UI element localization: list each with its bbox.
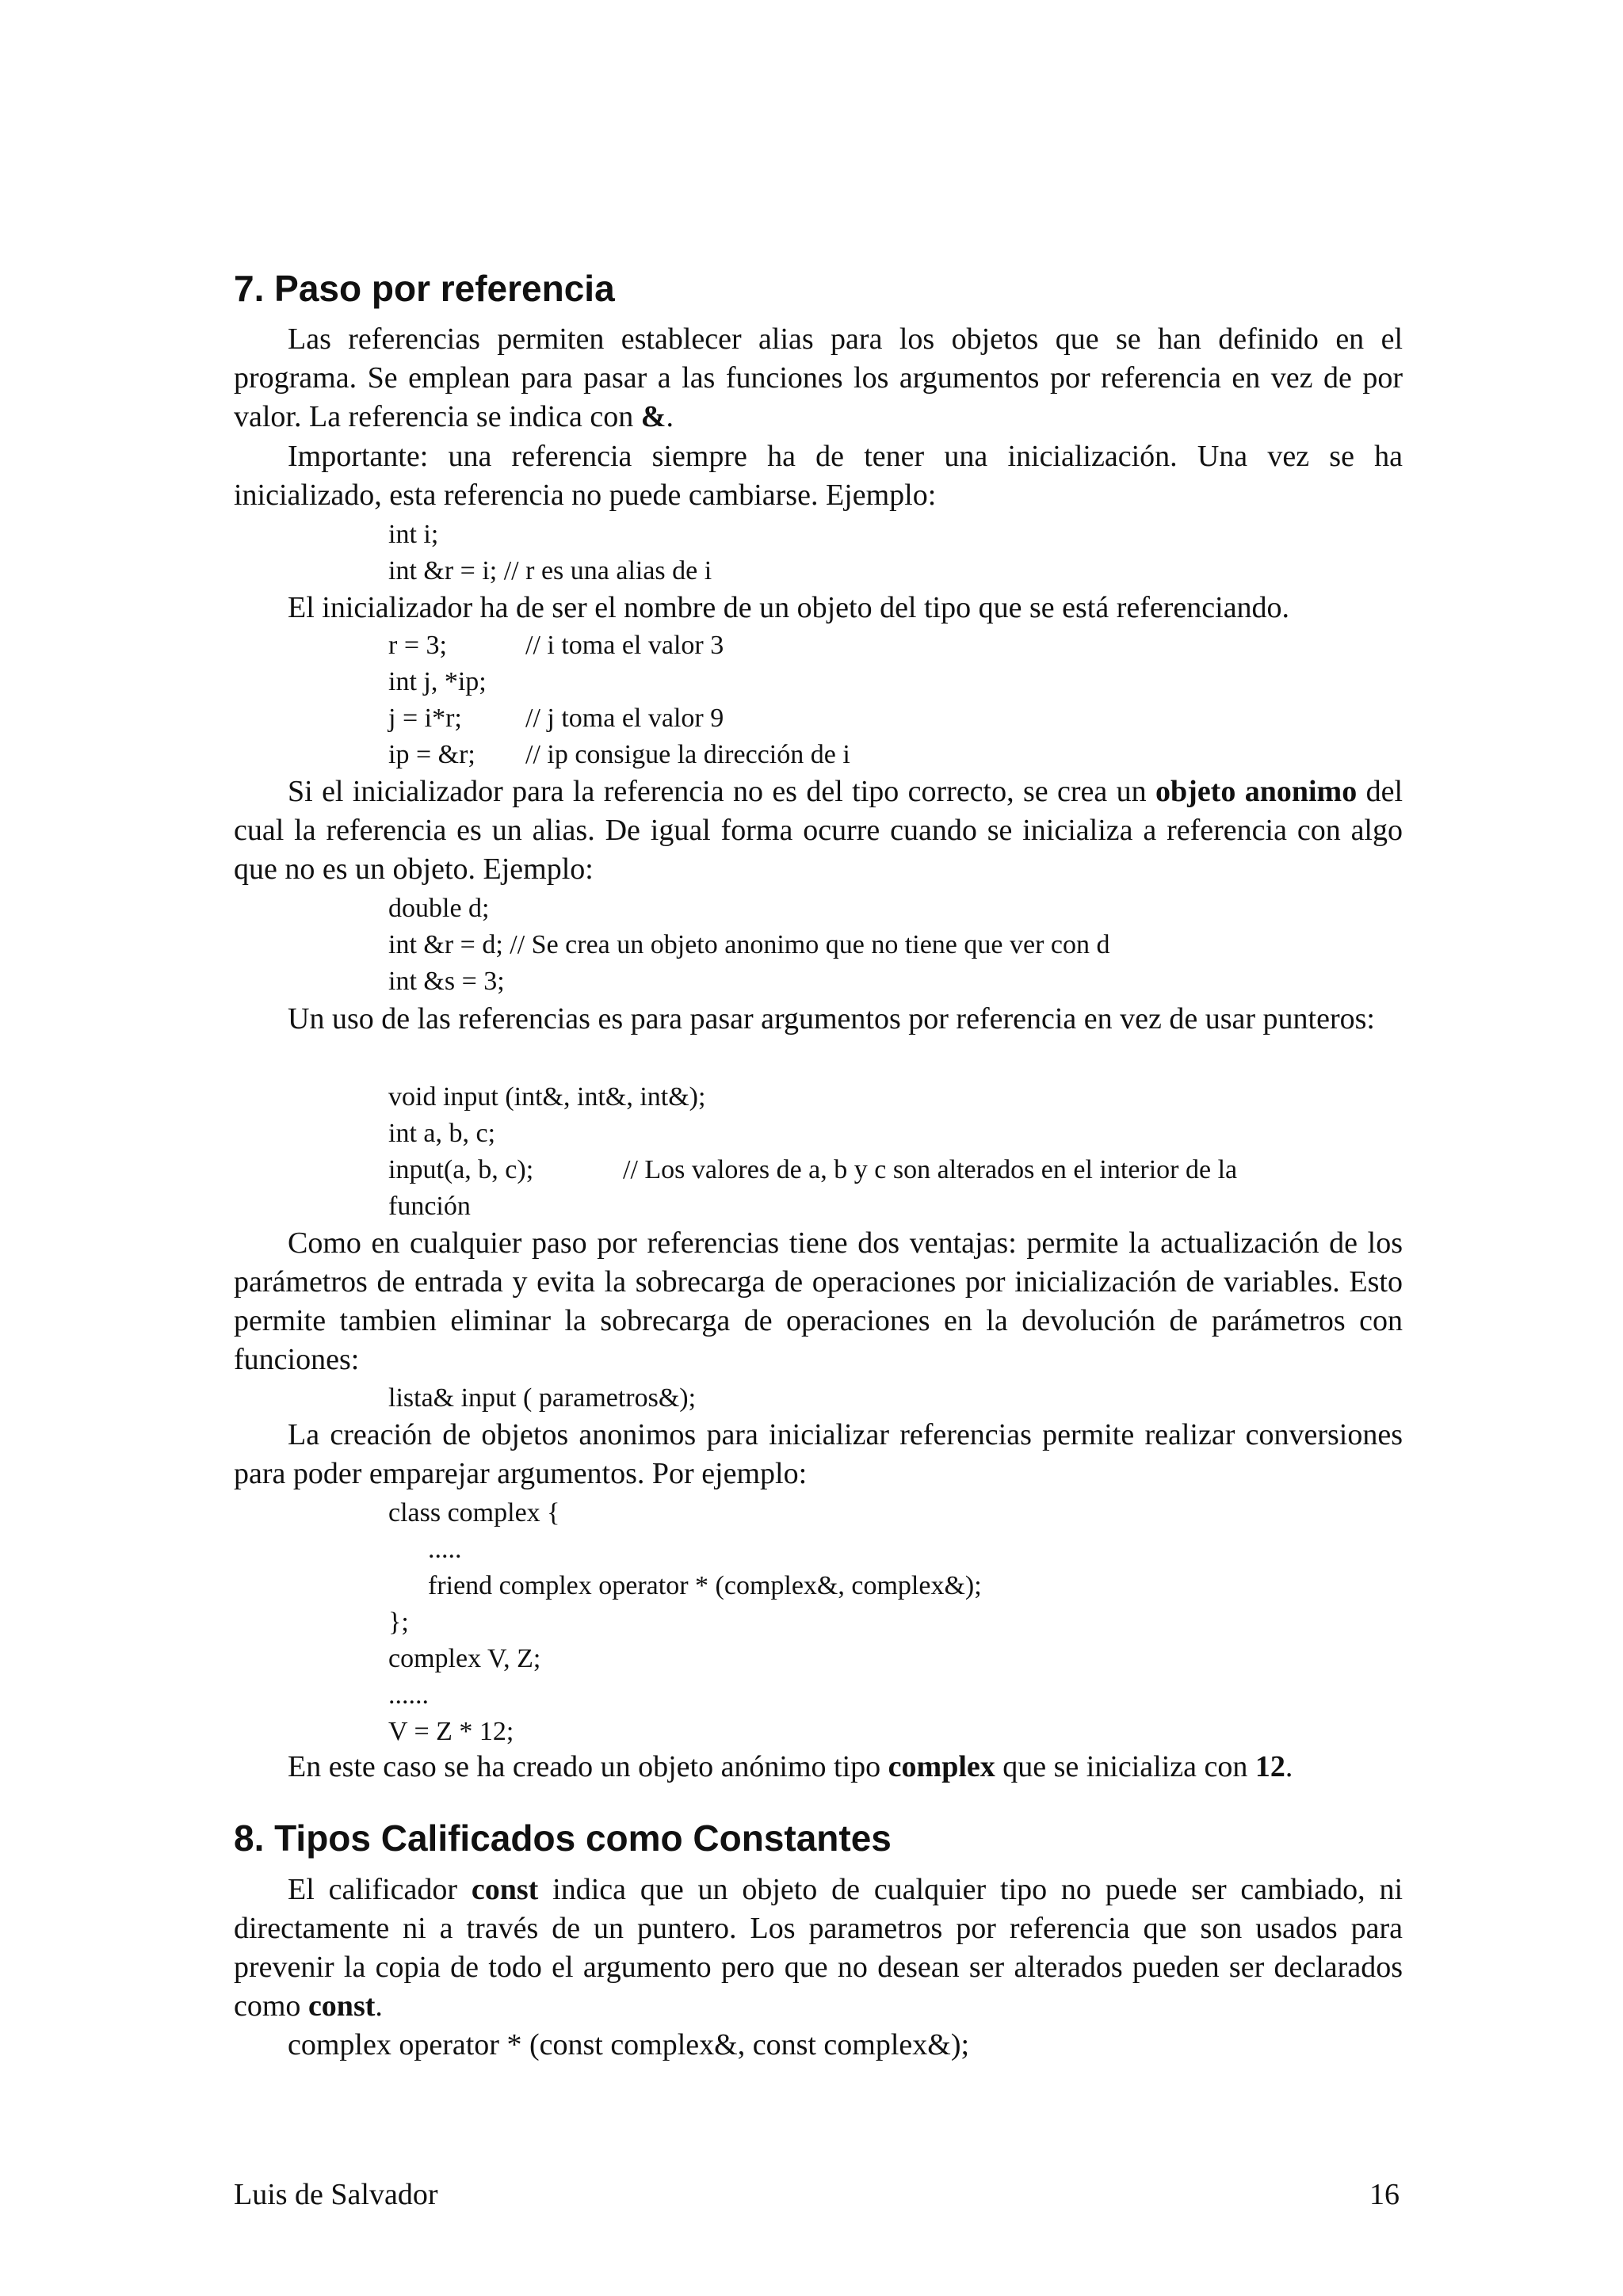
section-7-heading: 7. Paso por referencia bbox=[234, 268, 615, 309]
s8-paragraph-1: El calificador const indica que un objeto de cualquier tipo no puede ser cambiado, ni directamente ni a través de un puntero. Los parametros por referencia que son usados para prevenir la copia de todo el argumento pero que no desean ser alterados pueden ser declarados como const. bbox=[234, 1873, 1403, 2023]
code-line: ...... bbox=[388, 1680, 429, 1710]
s8-code-line: complex operator * (const complex&, const complex&); bbox=[288, 2028, 970, 2061]
code-line: int &r = d; // Se crea un objeto anonimo que no tiene que ver con d bbox=[388, 930, 1110, 959]
code-line: int &r = i; // r es una alias de i bbox=[388, 556, 712, 585]
code-line: ..... bbox=[428, 1535, 462, 1564]
code-line: friend complex operator * (complex&, complex&); bbox=[428, 1571, 982, 1600]
section-8-heading: 8. Tipos Calificados como Constantes bbox=[234, 1817, 892, 1859]
code-line: }; bbox=[388, 1608, 409, 1637]
s7-paragraph-5: Un uso de las referencias es para pasar argumentos por referencia en vez de usar punteros: bbox=[288, 1002, 1375, 1035]
code-line: complex V, Z; bbox=[388, 1644, 541, 1673]
ampersand-bold: & bbox=[640, 400, 666, 433]
code-line: int j, *ip; bbox=[388, 667, 487, 696]
s7-paragraph-8: En este caso se ha creado un objeto anónimo tipo complex que se inicializa con 12. bbox=[288, 1750, 1293, 1783]
s7-paragraph-6: Como en cualquier paso por referencias tiene dos ventajas: permite la actualización de los parámetros de entrada y evita la sobrecarga de operaciones por inicialización de variables. Esto permite tambien eliminar la sobrecarga de operaciones en la devolución de parámetros con funciones: bbox=[234, 1226, 1403, 1376]
code-line: class complex { bbox=[388, 1498, 560, 1527]
code-line: double d; bbox=[388, 894, 490, 923]
footer-author: Luis de Salvador bbox=[234, 2178, 438, 2211]
s7-paragraph-2: Importante: una referencia siempre ha de tener una inicialización. Una vez se ha inicializado, esta referencia no puede cambiarse. Ejemplo: bbox=[234, 440, 1403, 512]
s7-paragraph-3: El inicializador ha de ser el nombre de un objeto del tipo que se está referenciando. bbox=[288, 591, 1290, 624]
s7-paragraph-4: Si el inicializador para la referencia no es del tipo correcto, se crea un objeto anonimo del cual la referencia es un alias. De igual forma ocurre cuando se inicializa a referencia con algo que no es un objeto. Ejemplo: bbox=[234, 775, 1403, 886]
code-line: ip = &r; // ip consigue la dirección de i bbox=[388, 740, 850, 769]
code-line: input(a, b, c); // Los valores de a, b y c son alterados en el interior de la bbox=[388, 1155, 1238, 1184]
code-line: int &s = 3; bbox=[388, 967, 505, 996]
code-line: lista& input ( parametros&); bbox=[388, 1383, 697, 1413]
code-line: int a, b, c; bbox=[388, 1119, 496, 1148]
code-line: V = Z * 12; bbox=[388, 1717, 514, 1746]
s7-paragraph-7: La creación de objetos anonimos para inicializar referencias permite realizar conversiones para poder emparejar argumentos. Por ejemplo: bbox=[234, 1418, 1403, 1490]
code-line: int i; bbox=[388, 520, 439, 549]
code-line: j = i*r; // j toma el valor 9 bbox=[388, 704, 724, 733]
code-line: void input (int&, int&, int&); bbox=[388, 1082, 706, 1112]
page-number: 16 bbox=[1369, 2178, 1400, 2211]
code-line: r = 3; // i toma el valor 3 bbox=[388, 631, 724, 660]
code-line: función bbox=[388, 1192, 471, 1221]
s7-paragraph-1: Las referencias permiten establecer alias para los objetos que se han definido en el programa. Se emplean para pasar a las funciones los argumentos por referencia en vez de por valor. La referencia se indica con &. bbox=[234, 322, 1403, 433]
